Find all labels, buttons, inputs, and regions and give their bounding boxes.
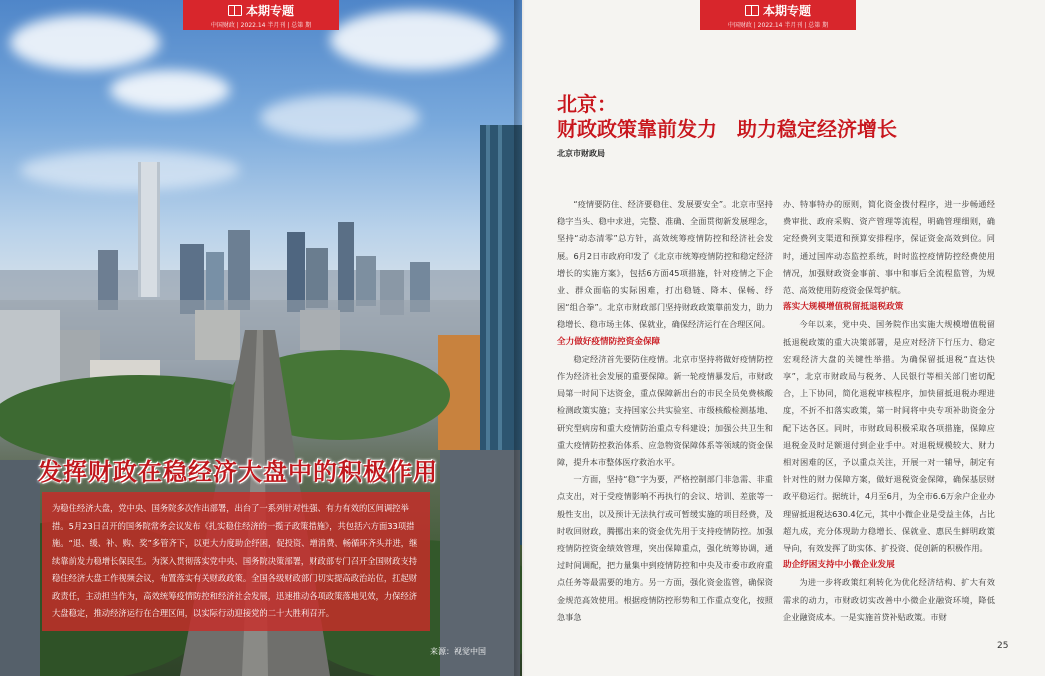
book-icon — [745, 5, 759, 16]
section-tag-subtitle: 中国财政 | 2022.14 半月刊 | 总第 期 — [727, 21, 829, 29]
section-tag-subtitle: 中国财政 | 2022.14 半月刊 | 总第 期 — [210, 21, 312, 29]
left-page-cover-photo — [0, 0, 522, 676]
section-tag-right — [700, 0, 856, 30]
article-byline: 北京市财政局 — [557, 149, 605, 158]
section-tag-left — [183, 0, 339, 30]
book-icon — [228, 5, 242, 16]
article-title-line1: 北京： — [557, 92, 617, 116]
section-tag-title-row — [745, 2, 811, 19]
paragraph: 今年以来，党中央、国务院作出实施大规模增值税留抵退税政策的重大决策部署，是应对经济下行压力、稳定宏观经济大盘的关键性举措。为确保留抵退税“直达快享”，北京市财政局与税务、人民银行等相关部门密切配合，上下协同，简化退税审核程序，加快留抵退税办理进度，不折不扣落实政策，第一时间将中央专项补助资金分配下达各区。同时，市财政局积极采取各项措施，保障应退税金及时足额退付到企业手中。对退税规模较大、财力相对困难的区，予以重点关注，开展一对一辅导，制定有针对性的财力保障方案，做好退税资金保障，确保基层财政平稳运行。据统计，4月至6月，为全市6.6万余户企业办理留抵退税达630.4亿元，其中小微企业是受益主体，占比超九成，充分体现助力稳增长、保就业、惠民生鲜明政策导向，有效发挥了助实体、扩投资、促创新的积极作用。 — [783, 319, 995, 554]
paragraph: 办、特事特办的原则，简化资金拨付程序，进一步畅通经费审批、政府采购、资产管理等流程，明确管理细则，确定经费列支渠道和预算安排程序，保证资金高效到位。同时，通过国库动态监控系统，时时监控疫情防控经费使用情况，加强财政资金事前、事中和事后全流程监管，为规范、高效使用防疫资金保驾护航。 — [783, 199, 995, 296]
section-tag-title-row — [228, 2, 294, 19]
photo-credit: 来源：视觉中国 — [430, 647, 486, 656]
article-column-1 — [557, 196, 773, 626]
section-tag-title: 本期专题 — [245, 3, 294, 18]
section-heading: 全力做好疫情防控资金保障 — [557, 336, 661, 347]
article-column-2 — [783, 196, 995, 626]
paragraph: 一方面，坚持“稳”字为要，严格控制部门非急需、非重点支出，对于受疫情影响不再执行的会议、培训、差旅等一般性支出，以及预计无法执行或可暂缓实施的项目经费，及时收回财政，腾挪出来的资金优先用于支持疫情防控。加强疫情防控资金绩效管理，突出保障重点，强化统筹协调，通过时间调配，把力量集中到疫情防控和中央及市委市政府重点任务等最需要的地方。另一方面，强化资金监管，确保资金规范高效使用。根据疫情防控形势和工作重点变化，按照急事急 — [557, 474, 773, 622]
cover-headline: 发挥财政在稳经济大盘中的积极作用 — [38, 457, 438, 486]
intro-text-box: 为稳住经济大盘，党中央、国务院多次作出部署，出台了一系列针对性强、有力有效的区间调控举措。5月23日召开的国务院常务会议发布《扎实稳住经济的一揽子政策措施》，共包括六方面33项措施。“退、缓、补、购、奖”多管齐下，以更大力度助企纾困，促投资、增消费、畅循环齐头并进，继续靠前发力稳增长保民生。为深入贯彻落实党中央、国务院决策部署，财政部专门召开全国财政支持稳住经济大盘工作视频会议，布置落实有关财政政策。全国各级财政部门切实提高政治站位，扛起财政责任，主动担当作为，高效统筹疫情防控和经济社会发展，迅速推动各项政策落地见效，力保经济大盘稳定，推动经济运行在合理区间，以实际行动迎接党的二十大胜利召开。 — [42, 492, 430, 631]
article-title-line2: 财政政策靠前发力 助力稳定经济增长 — [557, 117, 897, 141]
section-tag-title: 本期专题 — [762, 3, 811, 18]
paragraph: 为进一步将政策红利转化为优化经济结构、扩大有效需求的动力，市财政切实改善中小微企业融资环境，降低企业融资成本。一是实施首贷补贴政策。市财 — [783, 577, 995, 622]
paragraph: 稳定经济首先要防住疫情。北京市坚持将做好疫情防控作为经济社会发展的重要保障。新一轮疫情暴发后，市财政局第一时间下达资金，重点保障新出台的市民全员免费核酸检测政策实施；支持国家公共实验室、市级核酸检测基地、研究型病房和重大疫情防治重点专科建设；加强公共卫生和重大疫情防控救治体系、应急物资保障体系等领域的资金保障，提升本市整体医疗救治水平。 — [557, 353, 773, 468]
section-heading: 助企纾困支持中小微企业发展 — [783, 560, 895, 571]
paragraph: “疫情要防住、经济要稳住、发展要安全”。北京市坚持稳字当头、稳中求进，完整、准确、全面贯彻新发展理念，坚持“动态清零”总方针，高效统筹疫情防控和经济社会发展。6月2日市政府印发了《北京市统筹疫情防控和稳定经济增长的实施方案》，包括6方面45项措施，针对疫情之下企业、群众面临的实际困难，打出稳链、降本、保畅、纾困“组合拳”。北京市财政部门坚持财政政策靠前发力，助力稳增长、稳市场主体、保就业，确保经济运行在合理区间。 — [557, 199, 773, 330]
page-gutter-shadow — [514, 0, 532, 676]
section-heading: 落实大规模增值税留抵退税政策 — [783, 302, 904, 313]
page-number: 25 — [997, 641, 1009, 651]
